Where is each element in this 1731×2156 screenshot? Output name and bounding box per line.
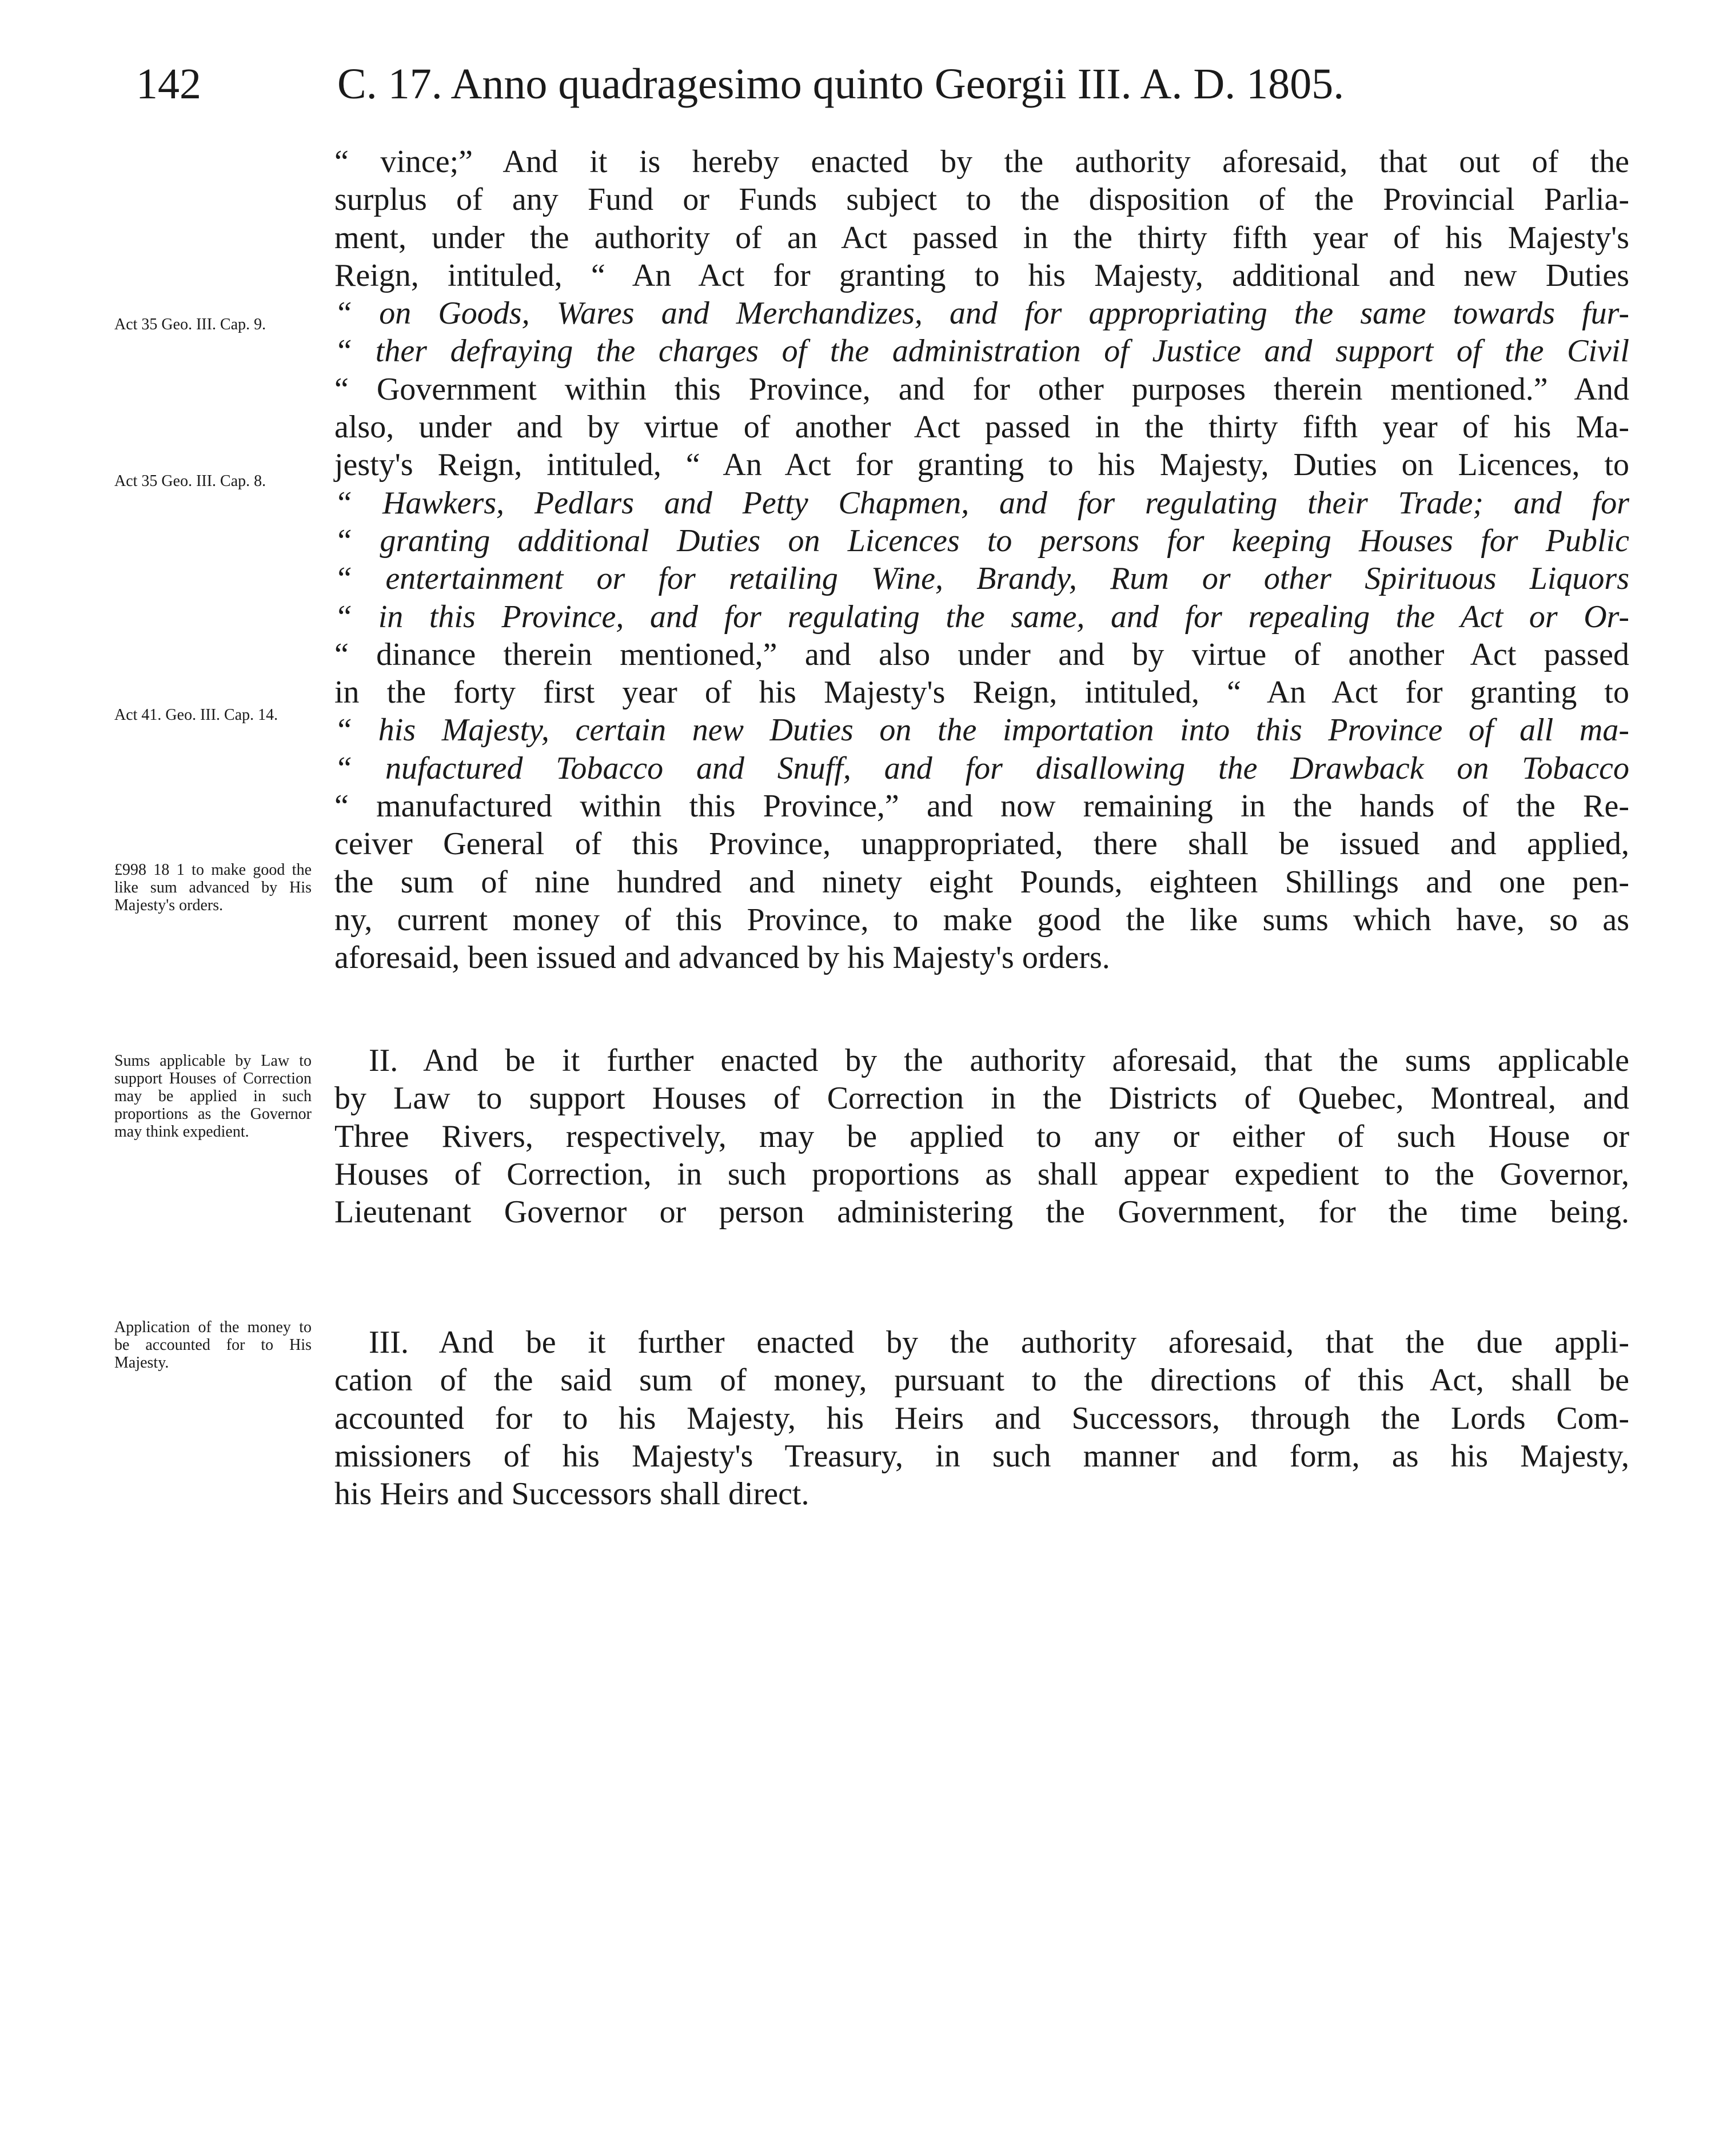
page-header [0,53,1731,115]
text-line: missioners of his Majesty's Treasury, in such manner and form, as his Majesty, [334,1438,1629,1474]
text-line: surplus of any Fund or Funds subject to the disposition of the Provincial Parlia- [334,182,1629,218]
page-number: 142 [136,60,201,108]
text-line: “ in this Province, and for regulating the same, and for repealing the Act or Or- [334,599,1629,635]
text-line: Reign, intituled, “ An Act for granting to his Majesty, additional and new Duties [334,257,1629,293]
text-line: “ on Goods, Wares and Merchandizes, and for appropriating the same towards fur- [334,296,1629,332]
margin-note-act35-cap9: Act 35 Geo. III. Cap. 9. [114,316,266,333]
margin-note-act41-cap14: Act 41. Geo. III. Cap. 14. [114,706,278,724]
text-line: “ manufactured within this Province,” and now remaining in the hands of the Re- [334,788,1629,824]
text-line: Three Rivers, respectively, may be applied to any or either of such House or [334,1118,1629,1154]
text-line: accounted for to his Majesty, his Heirs and Successors, through the Lords Com- [334,1400,1629,1436]
text-line: Lieutenant Governor or person administering the Government, for the time being. [334,1194,1629,1230]
text-line: “ entertainment or for retailing Wine, Brandy, Rum or other Spirituous Liquors [334,561,1629,597]
paragraph-2 [334,1042,1629,1231]
text-line: aforesaid, been issued and advanced by his Majesty's orders. [334,940,1110,976]
text-line: “ Government within this Province, and for other purposes therein mentioned.” And [334,371,1629,407]
text-line: “ Hawkers, Pedlars and Petty Chapmen, and for regulating their Trade; and for [334,485,1629,521]
text-line: “ vince;” And it is hereby enacted by the authority aforesaid, that out of the [334,144,1629,180]
text-line: jesty's Reign, intituled, “ An Act for granting to his Majesty, Duties on Licences, to [334,447,1629,483]
text-line: ment, under the authority of an Act passed in the thirty fifth year of his Majesty's [334,220,1629,256]
text-line: ny, current money of this Province, to make good the like sums which have, so as [334,902,1629,938]
text-line: III. And be it further enacted by the authority aforesaid, that the due appli- [369,1325,1629,1360]
text-line: by Law to support Houses of Correction in the Districts of Quebec, Montreal, and [334,1081,1629,1117]
text-line: “ ther defraying the charges of the administration of Justice and support of the Civil [334,333,1629,369]
text-line: also, under and by virtue of another Act passed in the thirty fifth year of his Ma- [334,409,1629,445]
paragraph-3 [334,1324,1629,1513]
text-line: cation of the said sum of money, pursuant to the directions of this Act, shall be [334,1362,1629,1398]
margin-note-act35-cap8: Act 35 Geo. III. Cap. 8. [114,472,266,490]
text-line: in the forty first year of his Majesty's Reign, intituled, “ An Act for granting to [334,675,1629,711]
text-line: “ granting additional Duties on Licences to persons for keeping Houses for Public [334,523,1629,559]
running-title: C. 17. Anno quadragesimo quinto Georgii III. A. D. 1805. [337,60,1345,108]
text-line: “ dinance therein mentioned,” and also under and by virtue of another Act passed [334,636,1629,672]
text-line: “ nufactured Tobacco and Snuff, and for disallowing the Drawback on Tobacco [334,750,1629,786]
margin-note-application-of-money: Application of the money to be accounted for to His Majesty. [114,1318,312,1372]
text-line: ceiver General of this Province, unappropriated, there shall be issued and applied, [334,826,1629,862]
text-line: “ his Majesty, certain new Duties on the importation into this Province of all ma- [334,712,1629,748]
margin-note-998-pounds: £998 18 1 to make good the like sum advanced by His Majesty's orders. [114,861,312,914]
text-line: his Heirs and Successors shall direct. [334,1476,809,1512]
paragraph-1 [334,143,1629,977]
text-line: II. And be it further enacted by the authority aforesaid, that the sums applicable [369,1043,1629,1078]
text-line: the sum of nine hundred and ninety eight Pounds, eighteen Shillings and one pen- [334,864,1629,900]
text-line: Houses of Correction, in such proportions as shall appear expedient to the Governor, [334,1156,1629,1192]
margin-note-houses-of-correction: Sums applicable by Law to support Houses of Correction may be applied in such proportions as the Governor may think expedient. [114,1052,312,1141]
